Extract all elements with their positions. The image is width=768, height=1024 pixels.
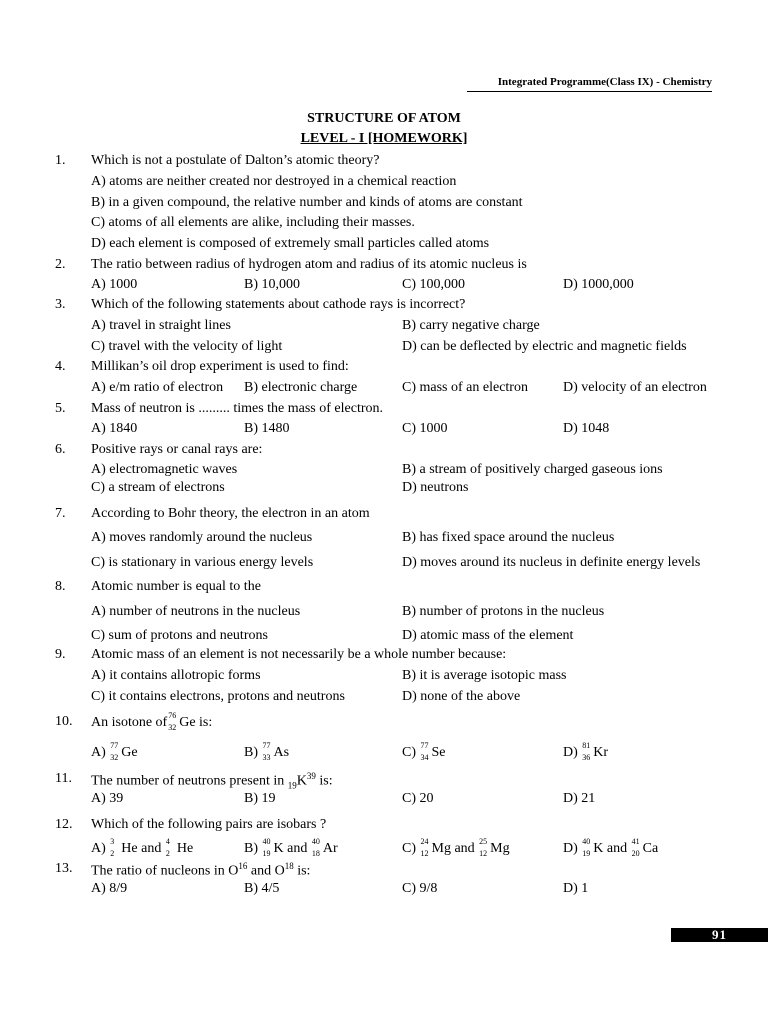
q10-nuclide — [167, 711, 179, 732]
nuclide — [109, 837, 121, 858]
nuclide — [478, 837, 490, 858]
question-9-option-a: A) it contains allotropic forms — [91, 668, 261, 683]
question-13-option-d: D) 1 — [563, 881, 589, 896]
element-symbol: Kr — [593, 745, 609, 761]
option-label: B) — [244, 745, 258, 761]
question-3-option-d: D) can be deflected by electric and magnetic fields — [402, 339, 687, 354]
q10-text-post: is: — [199, 715, 213, 731]
question-13-option-c: C) 9/8 — [402, 881, 438, 896]
question-6-text: Positive rays or canal rays are: — [91, 442, 263, 457]
atomic-number: 33 — [262, 753, 271, 762]
element-symbol: He — [121, 841, 138, 857]
mass-number: 4 — [165, 837, 170, 846]
mass-number: 40 — [582, 837, 591, 846]
q11-text-pre: The number of neutrons present in — [91, 773, 285, 789]
q13-text-post: is: — [297, 863, 311, 879]
question-7-option-c: C) is stationary in various energy levels — [91, 555, 314, 570]
question-2-option-d: D) 1000,000 — [563, 277, 634, 292]
element-symbol: Mg — [490, 841, 510, 857]
nuclide — [165, 837, 177, 858]
question-3-option-b: B) carry negative charge — [402, 318, 540, 333]
question-4-option-b: B) electronic charge — [244, 380, 358, 395]
mass-number: 40 — [311, 837, 320, 846]
mass-number: 40 — [262, 837, 271, 846]
question-12-option-a — [91, 837, 194, 858]
nuclide — [109, 741, 121, 762]
question-6-option-b: B) a stream of positively charged gaseous ions — [402, 462, 663, 477]
question-12-option-c — [402, 837, 510, 858]
question-10-option-c — [402, 741, 446, 762]
question-number-2: 2. — [55, 257, 66, 272]
q13-mass-number-1: 16 — [238, 861, 248, 871]
question-6-option-a: A) electromagnetic waves — [91, 462, 238, 477]
atomic-number: 20 — [631, 849, 640, 858]
element-symbol: Mg — [431, 841, 451, 857]
question-2-option-a: A) 1000 — [91, 277, 138, 292]
q10-element: Ge — [179, 715, 196, 731]
question-12-option-b — [244, 837, 338, 858]
question-13-option-a: A) 8/9 — [91, 881, 128, 896]
q10-atomic-number: 32 — [168, 723, 177, 732]
subtitle-text: LEVEL - I [HOMEWORK] — [300, 131, 468, 146]
element-symbol: Se — [431, 745, 446, 761]
question-6-option-d: D) neutrons — [402, 480, 469, 495]
page-number: 91 — [671, 928, 768, 942]
question-6-option-c: C) a stream of electrons — [91, 480, 225, 495]
option-label: A) — [91, 745, 106, 761]
q11-atomic-number: 19 — [287, 780, 297, 791]
atomic-number: 18 — [311, 849, 320, 858]
question-9-option-d: D) none of the above — [402, 689, 521, 704]
mass-number: 25 — [479, 837, 488, 846]
question-8-text: Atomic number is equal to the — [91, 579, 261, 594]
mass-number: 81 — [582, 741, 591, 750]
question-5-option-a: A) 1840 — [91, 421, 138, 436]
mass-number: 77 — [262, 741, 271, 750]
question-number-8: 8. — [55, 579, 66, 594]
question-11-option-a: A) 39 — [91, 791, 124, 806]
question-1-option-d: D) each element is composed of extremely small particles called atoms — [91, 236, 490, 251]
atomic-number: 34 — [420, 753, 429, 762]
conjunction: and — [454, 841, 475, 857]
conjunction: and — [287, 841, 308, 857]
question-number-10: 10. — [55, 714, 73, 729]
nuclide — [262, 837, 274, 858]
question-number-4: 4. — [55, 359, 66, 374]
q11-text-post: is: — [319, 773, 333, 789]
nuclide — [420, 837, 432, 858]
question-13-option-b: B) 4/5 — [244, 881, 280, 896]
question-9-option-b: B) it is average isotopic mass — [402, 668, 567, 683]
q11-element: K — [296, 773, 307, 789]
question-4-text: Millikan’s oil drop experiment is used to find: — [91, 359, 349, 374]
question-7-option-b: B) has fixed space around the nucleus — [402, 530, 615, 545]
question-4-option-a: A) e/m ratio of electron — [91, 380, 224, 395]
question-1-option-c: C) atoms of all elements are alike, including their masses. — [91, 215, 415, 230]
question-8-option-c: C) sum of protons and neutrons — [91, 628, 268, 643]
question-5-text: Mass of neutron is ......... times the mass of electron. — [91, 401, 384, 416]
option-label: C) — [402, 841, 416, 857]
question-11-option-b: B) 19 — [244, 791, 276, 806]
question-13-text — [91, 861, 310, 880]
atomic-number: 12 — [420, 849, 429, 858]
option-label: D) — [563, 841, 578, 857]
question-8-option-d: D) atomic mass of the element — [402, 628, 574, 643]
mass-number: 77 — [420, 741, 429, 750]
mass-number: 3 — [110, 837, 115, 846]
option-label: A) — [91, 841, 106, 857]
nuclide — [581, 741, 593, 762]
question-number-11: 11. — [55, 771, 72, 786]
question-5-option-c: C) 1000 — [402, 421, 448, 436]
question-7-text: According to Bohr theory, the electron in an atom — [91, 506, 370, 521]
question-10-option-d — [563, 741, 609, 762]
conjunction: and — [141, 841, 162, 857]
question-number-13: 13. — [55, 861, 73, 876]
question-1-text: Which is not a postulate of Dalton’s atomic theory? — [91, 153, 380, 168]
question-2-text: The ratio between radius of hydrogen atom and radius of its atomic nucleus is — [91, 257, 527, 272]
question-number-3: 3. — [55, 297, 66, 312]
question-3-text: Which of the following statements about cathode rays is incorrect? — [91, 297, 466, 312]
question-number-9: 9. — [55, 647, 66, 662]
nuclide — [420, 741, 432, 762]
question-1-option-b: B) in a given compound, the relative number and kinds of atoms are constant — [91, 195, 523, 210]
question-4-option-d: D) velocity of an electron — [563, 380, 707, 395]
element-symbol: Ar — [322, 841, 338, 857]
question-3-option-c: C) travel with the velocity of light — [91, 339, 283, 354]
question-10-option-a — [91, 741, 138, 762]
question-11-text — [91, 771, 333, 790]
question-2-option-b: B) 10,000 — [244, 277, 300, 292]
question-number-1: 1. — [55, 153, 66, 168]
question-10-text — [91, 711, 213, 732]
conjunction: and — [606, 841, 628, 857]
question-3-option-a: A) travel in straight lines — [91, 318, 231, 333]
question-10-option-b — [244, 741, 290, 762]
element-symbol: K — [273, 841, 284, 857]
question-12-option-d — [563, 837, 659, 858]
question-number-12: 12. — [55, 817, 73, 832]
atomic-number: 12 — [479, 849, 488, 858]
atomic-number: 19 — [582, 849, 591, 858]
question-8-option-b: B) number of protons in the nucleus — [402, 604, 605, 619]
page-header: Integrated Programme(Class IX) - Chemistry — [467, 76, 712, 92]
q10-mass: 76 — [168, 711, 177, 720]
option-label: C) — [402, 745, 416, 761]
question-1-option-a: A) atoms are neither created nor destroyed in a chemical reaction — [91, 174, 457, 189]
question-7-option-d: D) moves around its nucleus in definite energy levels — [402, 555, 701, 570]
question-11-option-d: D) 21 — [563, 791, 596, 806]
question-8-option-a: A) number of neutrons in the nucleus — [91, 604, 301, 619]
question-5-option-d: D) 1048 — [563, 421, 610, 436]
option-label: D) — [563, 745, 578, 761]
q10-text-pre: An isotone of — [91, 715, 168, 731]
element-symbol: Ca — [642, 841, 659, 857]
question-number-7: 7. — [55, 506, 66, 521]
element-symbol: K — [593, 841, 604, 857]
question-11-option-c: C) 20 — [402, 791, 434, 806]
mass-number: 24 — [420, 837, 429, 846]
q13-mass-number-2: 18 — [284, 861, 294, 871]
element-symbol: Ge — [121, 745, 138, 761]
atomic-number: 19 — [262, 849, 271, 858]
page-title: STRUCTURE OF ATOM — [307, 111, 461, 126]
question-5-option-b: B) 1480 — [244, 421, 290, 436]
question-9-text: Atomic mass of an element is not necessarily be a whole number because: — [91, 647, 507, 662]
nuclide — [262, 741, 274, 762]
element-symbol: As — [273, 745, 290, 761]
question-9-option-c: C) it contains electrons, protons and neutrons — [91, 689, 345, 704]
mass-number: 41 — [631, 837, 640, 846]
page-subtitle — [0, 131, 768, 147]
nuclide — [631, 837, 643, 858]
question-number-5: 5. — [55, 401, 66, 416]
atomic-number: 32 — [110, 753, 119, 762]
question-number-6: 6. — [55, 442, 66, 457]
atomic-number: 2 — [165, 849, 170, 858]
question-7-option-a: A) moves randomly around the nucleus — [91, 530, 313, 545]
question-4-option-c: C) mass of an electron — [402, 380, 528, 395]
nuclide — [311, 837, 323, 858]
mass-number: 77 — [110, 741, 119, 750]
question-2-option-c: C) 100,000 — [402, 277, 465, 292]
q11-mass-number: 39 — [306, 771, 316, 781]
q13-text-pre: The ratio of nucleons in O — [91, 863, 239, 879]
question-12-text: Which of the following pairs are isobars ? — [91, 817, 327, 832]
nuclide — [581, 837, 593, 858]
atomic-number: 36 — [582, 753, 591, 762]
element-symbol: He — [176, 841, 194, 857]
atomic-number: 2 — [110, 849, 115, 858]
q13-text-mid: and O — [250, 863, 285, 879]
option-label: B) — [244, 841, 258, 857]
